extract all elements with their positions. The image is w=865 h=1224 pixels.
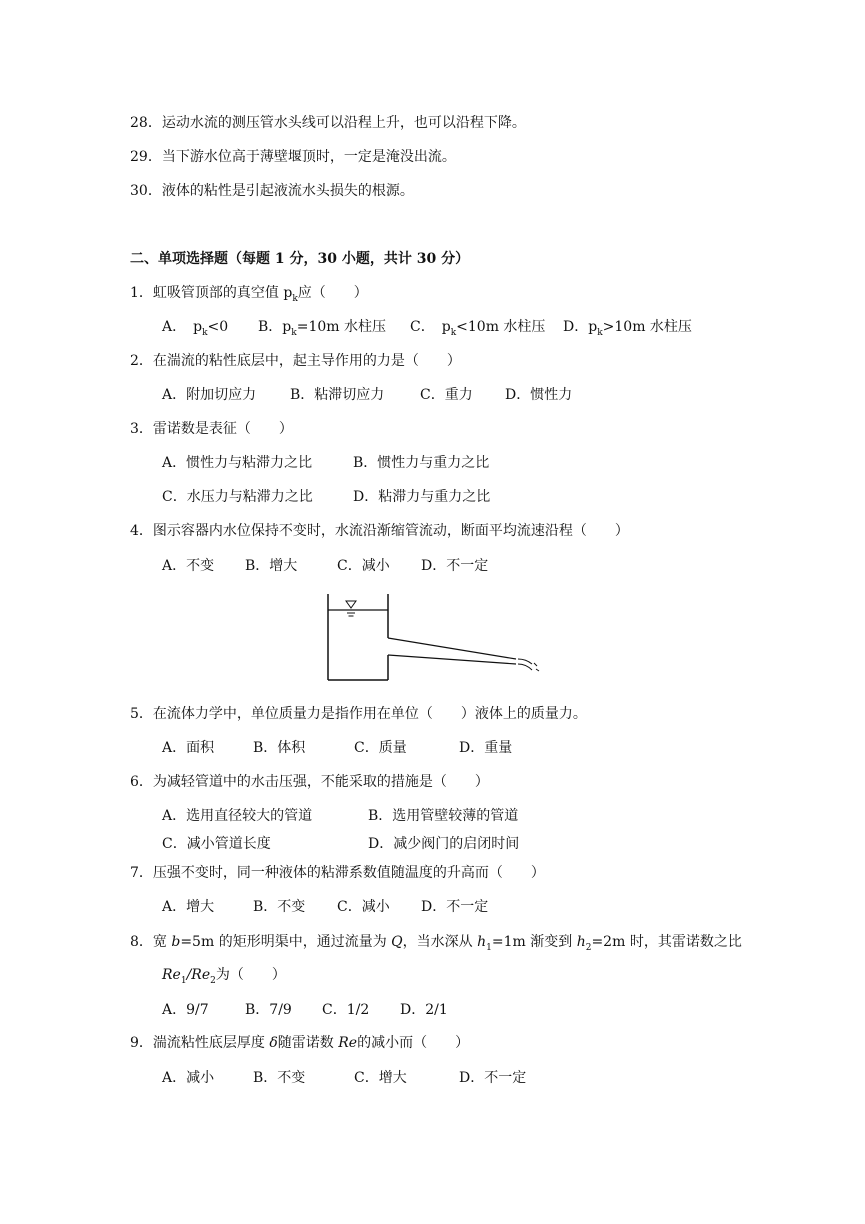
q2-option-c: C．重力 [420,387,473,403]
q9-option-d: D．不一定 [459,1070,527,1086]
question-4-stem: 4．图示容器内水位保持不变时，水流沿渐缩管流动，断面平均流速沿程（ ） [130,523,629,539]
q2-option-a: A．附加切应力 [162,387,257,403]
q9-option-c: C．增大 [354,1070,407,1086]
q1-option-b: B．$p_k=10m$ 水柱压 [258,319,386,338]
q3-option-b: B．惯性力与重力之比 [353,455,490,471]
q6-option-c: C．减小管道长度 [162,836,271,852]
question-1-stem: 1．虹吸管顶部的真空值 $p_k$应（ ） [130,285,368,304]
q3-option-c: C．水压力与粘滞力之比 [162,489,313,505]
q5-option-c: C．质量 [354,740,407,756]
q2-option-b: B．粘滞切应力 [290,387,385,403]
q4-option-d: D．不一定 [421,558,489,574]
tf-item-28: 28．运动水流的测压管水头线可以沿程上升，也可以沿程下降。 [130,115,526,131]
q6-option-a: A．选用直径较大的管道 [162,808,313,824]
question-6-stem: 6．为减轻管道中的水击压强，不能采取的措施是（ ） [130,774,489,790]
q4-option-a: A．不变 [162,558,215,574]
q1-option-d: D．$p_k>10m$ 水柱压 [563,319,692,338]
q7-option-d: D．不一定 [421,899,489,915]
question-5-stem: 5．在流体力学中，单位质量力是指作用在单位（ ）液体上的质量力。 [130,706,587,722]
q8-option-c: C．1/2 [322,1002,370,1018]
question-8-stem-line2: $Re_1/Re_2$为（ ） [162,967,286,986]
q6-option-d: D．减少阀门的启闭时间 [368,836,520,852]
q8-option-d: D．2/1 [400,1002,448,1018]
q1-option-c: C． $p_k<10m$ 水柱压 [410,319,546,338]
q2-option-d: D．惯性力 [505,387,573,403]
tf-item-29: 29．当下游水位高于薄壁堰顶时，一定是淹没出流。 [130,149,456,165]
q3-option-d: D．粘滞力与重力之比 [353,489,491,505]
q7-option-b: B．不变 [253,899,306,915]
q8-option-b: B．7/9 [245,1002,292,1018]
tank-converging-pipe-diagram [322,590,552,686]
tf-item-30: 30．液体的粘性是引起液流水头损失的根源。 [130,183,414,199]
q9-option-b: B．不变 [253,1070,306,1086]
q4-option-c: C．减小 [337,558,390,574]
question-2-stem: 2．在湍流的粘性底层中，起主导作用的力是（ ） [130,353,461,369]
q8-option-a: A．9/7 [162,1002,209,1018]
q5-option-a: A．面积 [162,740,215,756]
q5-option-b: B．体积 [253,740,306,756]
question-9-stem: 9．湍流粘性底层厚度 δ随雷诺数 Re的减小而（ ） [130,1035,470,1051]
q3-option-a: A．惯性力与粘滞力之比 [162,455,313,471]
q5-option-d: D．重量 [459,740,513,756]
question-7-stem: 7．压强不变时，同一种液体的粘滞系数值随温度的升高而（ ） [130,865,545,881]
q7-option-c: C．减小 [337,899,390,915]
question-8-stem: 8．宽 b=5m 的矩形明渠中，通过流量为 Q，当水深从 $h_1=1m$ 渐变到 $h_2=2m$ 时，其雷诺数之比 [130,934,742,953]
q4-option-b: B．增大 [245,558,298,574]
section-title: 二、单项选择题（每题 1 分，30 小题，共计 30 分） [130,251,470,267]
q9-option-a: A．减小 [162,1070,215,1086]
q1-option-a: A． $p_k<0$ [162,319,229,338]
q6-option-b: B．选用管壁较薄的管道 [368,808,519,824]
question-3-stem: 3．雷诺数是表征（ ） [130,421,293,437]
q7-option-a: A．增大 [162,899,215,915]
